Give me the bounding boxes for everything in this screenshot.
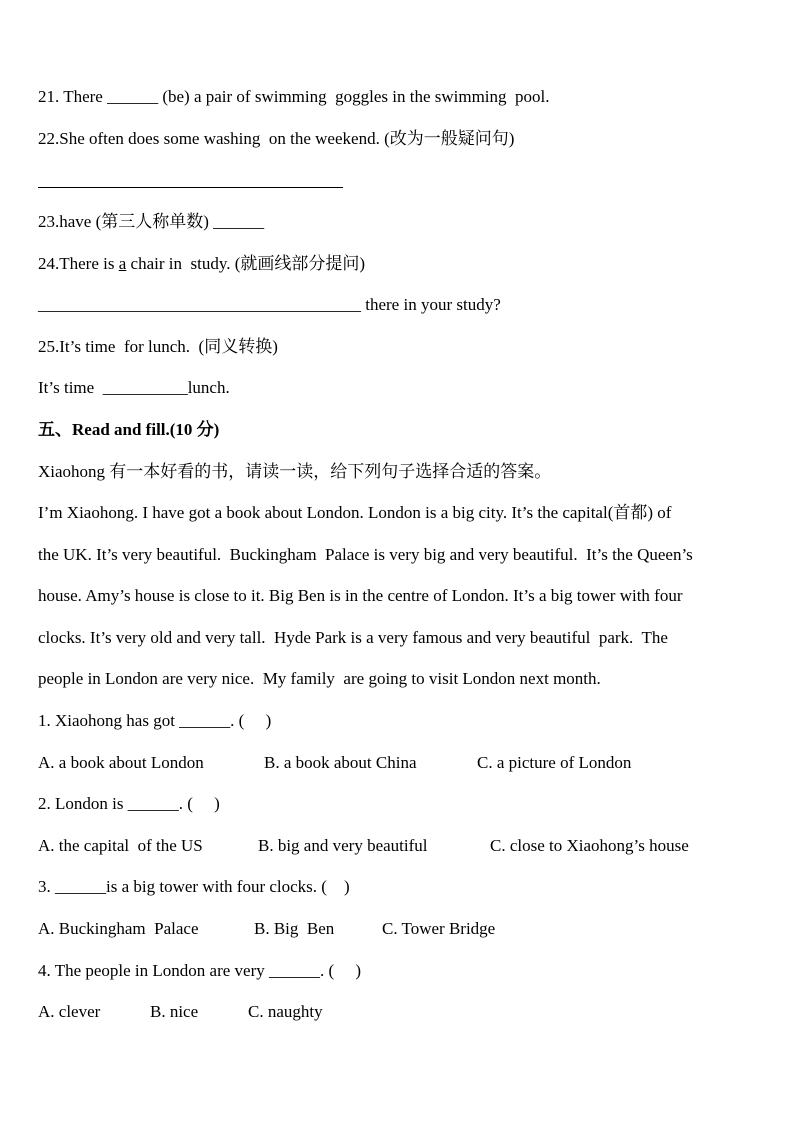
question-24-post: chair in study. (就画线部分提问) (126, 254, 366, 273)
option-b: B. a book about China (264, 753, 417, 772)
question-25-answer: It’s time __________lunch. (38, 378, 230, 397)
option-b: B. nice (150, 1002, 199, 1021)
passage-line: the UK. It’s very beautiful. Buckingham Palace is very big and very beautiful. It’s the Queen’s (38, 545, 693, 564)
section-5-title: 五、Read and fill.(10 分) (38, 420, 220, 439)
option-c: C. Tower Bridge (382, 919, 496, 938)
option-c: C. a picture of London (477, 753, 632, 772)
option-a: A. the capital of the US (38, 836, 203, 855)
answer-blank-line (38, 187, 343, 188)
option-a: A. clever (38, 1002, 101, 1021)
option-c: C. naughty (248, 1002, 323, 1021)
question-25: 25.It’s time for lunch. (同义转换) (38, 337, 278, 356)
question-stem: 1. Xiaohong has got ______. ( ) (38, 711, 272, 730)
passage-line: house. Amy’s house is close to it. Big Ben is in the centre of London. It’s a big tower with four (38, 586, 683, 605)
question-22: 22.She often does some washing on the weekend. (改为一般疑问句) (38, 129, 515, 148)
question-stem: 3. ______is a big tower with four clocks. ( ) (38, 877, 350, 896)
option-a: A. Buckingham Palace (38, 919, 199, 938)
question-24-pre: 24.There is (38, 254, 119, 273)
section-5-intro: Xiaohong 有一本好看的书，请读一读，给下列句子选择合适的答案。 (38, 462, 552, 481)
option-b: B. Big Ben (254, 919, 335, 938)
passage-line: clocks. It’s very old and very tall. Hyde Park is a very famous and very beautiful park. The (38, 628, 668, 647)
passage-line: I’m Xiaohong. I have got a book about London. London is a big city. It’s the capital(首都) of (38, 503, 672, 522)
question-stem: 2. London is ______. ( ) (38, 794, 220, 813)
passage-line: people in London are very nice. My family are going to visit London next month. (38, 669, 601, 688)
option-b: B. big and very beautiful (258, 836, 428, 855)
option-a: A. a book about London (38, 753, 204, 772)
question-stem: 4. The people in London are very ______. ( ) (38, 961, 362, 980)
question-24-answer: ______________________________________ there in your study? (38, 295, 501, 314)
option-c: C. close to Xiaohong’s house (490, 836, 689, 855)
question-21-number: 21 (38, 87, 55, 106)
question-23: 23.have (第三人称单数) ______ (38, 212, 265, 231)
question-24 (38, 253, 365, 275)
question-21-text: . There ______ (be) a pair of swimming goggles in the swimming pool. (55, 87, 550, 106)
question-24-underlined: a (118, 254, 127, 273)
question-21 (38, 86, 550, 108)
